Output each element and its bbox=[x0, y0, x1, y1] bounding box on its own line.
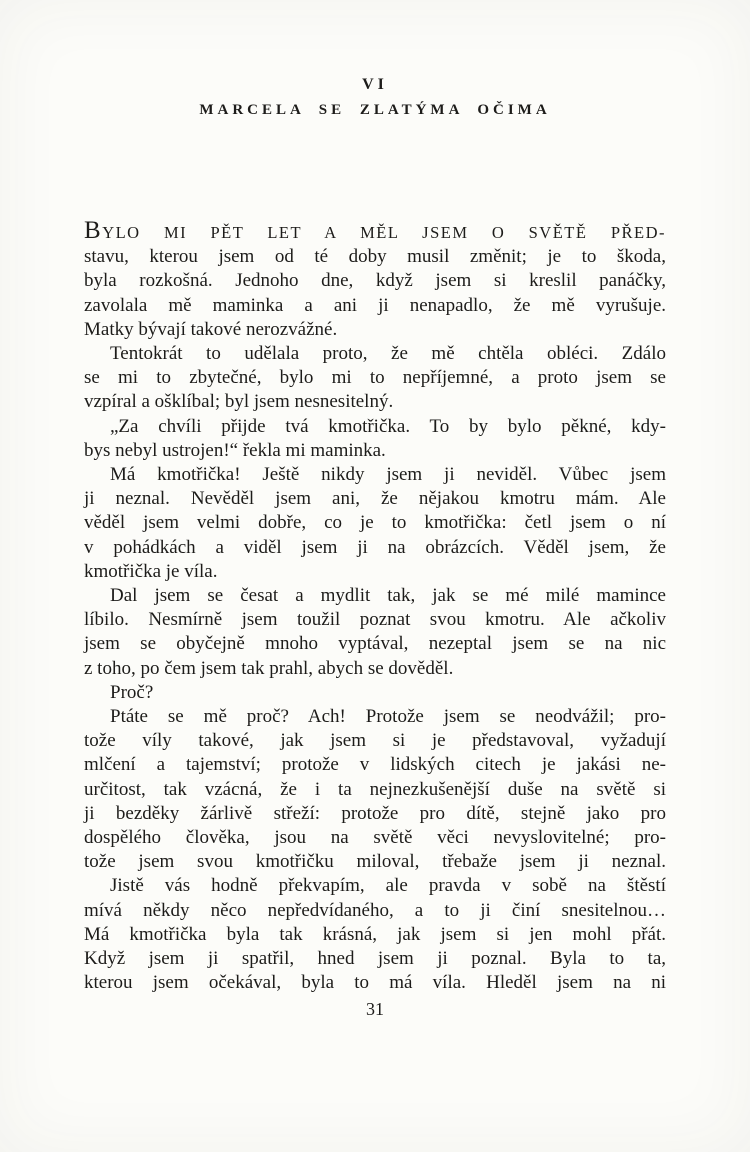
text-line: vzpíral a ošklíbal; byl jsem nesnesitelný. bbox=[84, 391, 394, 413]
text-line: Matky bývají takové nerozvážné. bbox=[84, 318, 338, 340]
text-line: Když jsem ji spatřil, hned jsem ji poznal. Byla to ta, bbox=[84, 948, 666, 970]
text-line: mlčení a tajemství; protože v lidských citech je jakási ne- bbox=[84, 754, 666, 776]
text-line: mívá někdy něco nepředvídaného, a to ji činí snesitelnou… bbox=[84, 899, 666, 921]
text-line: „Za chvíli přijde tvá kmotřička. To by bylo pěkné, kdy- bbox=[110, 415, 666, 437]
text-line: se mi to zbytečné, bylo mi to nepříjemné, a proto jsem se bbox=[84, 367, 666, 389]
text-line: kmotřička je víla. bbox=[84, 560, 218, 582]
text-line: v pohádkách a viděl jsem ji na obrázcích. Věděl jsem, že bbox=[84, 536, 666, 558]
paragraph bbox=[84, 705, 666, 874]
text-line: ji neznal. Nevěděl jsem ani, že nějakou kmotru mám. Ale bbox=[84, 488, 666, 510]
chapter-title: MARCELA SE ZLATÝMA OČIMA bbox=[199, 102, 551, 118]
paragraph bbox=[84, 681, 666, 705]
text-line: kterou jsem očekával, byla to má víla. Hleděl jsem na ni bbox=[84, 972, 666, 994]
paragraph bbox=[84, 874, 666, 995]
paragraph bbox=[84, 217, 666, 342]
text-line: věděl jsem velmi dobře, co je to kmotřička: četl jsem o ní bbox=[84, 512, 666, 534]
text-line: byla rozkošná. Jednoho dne, když jsem si kreslil panáčky, bbox=[84, 270, 666, 292]
text-line: Dal jsem se česat a mydlit tak, jak se mé milé mamince bbox=[110, 585, 666, 607]
text-line: stavu, kterou jsem od té doby musil změnit; je to škoda, bbox=[84, 246, 666, 268]
paragraph bbox=[84, 415, 666, 463]
text-line: tože jsem svou kmotřičku miloval, třebaže jsem ji neznal. bbox=[84, 851, 666, 873]
text-line: líbilo. Nesmírně jsem toužil poznat svou kmotru. Ale ačkoliv bbox=[84, 609, 666, 631]
text-line: bys nebyl ustrojen!“ řekla mi maminka. bbox=[84, 439, 386, 461]
text-line: z toho, po čem jsem tak prahl, abych se dověděl. bbox=[84, 657, 454, 679]
text-line: ji bezděky žárlivě střeží: protože pro dítě, stejně jako pro bbox=[84, 802, 666, 824]
text-line: Jistě vás hodně překvapím, ale pravda v sobě na štěstí bbox=[110, 875, 666, 897]
text-line: BYLO MI PĚT LET A MĚL JSEM O SVĚTĚ PŘED- bbox=[84, 217, 666, 244]
text-line: Tentokrát to udělala proto, že mě chtěla obléci. Zdálo bbox=[110, 343, 666, 365]
body-text bbox=[84, 217, 666, 996]
paragraph bbox=[84, 584, 666, 681]
text-line: Proč? bbox=[110, 681, 154, 703]
text-line: tože víly takové, jak jsem si je představoval, vyžadují bbox=[84, 730, 666, 752]
chapter-number: VI bbox=[362, 76, 388, 93]
text-line: Má kmotřička! Ještě nikdy jsem ji neviděl. Vůbec jsem bbox=[110, 464, 666, 486]
text-line: určitost, tak vzácná, že i ta nejnezkušenější duše na světě si bbox=[84, 778, 666, 800]
text-line: jsem se obyčejně mnoho vyptával, nezeptal jsem se na nic bbox=[84, 633, 666, 655]
text-line: Ptáte se mě proč? Ach! Protože jsem se neodvážil; pro- bbox=[110, 706, 666, 728]
text-line: zavolala mě maminka a ani ji nenapadlo, že mě vyrušuje. bbox=[84, 294, 666, 316]
paragraph bbox=[84, 342, 666, 415]
paragraph bbox=[84, 463, 666, 584]
page-number: 31 bbox=[366, 999, 384, 1019]
text-line: Má kmotřička byla tak krásná, jak jsem si jen mohl přát. bbox=[84, 923, 666, 945]
text-line: dospělého člověka, jsou na světě věci nevyslovitelné; pro- bbox=[84, 827, 666, 849]
